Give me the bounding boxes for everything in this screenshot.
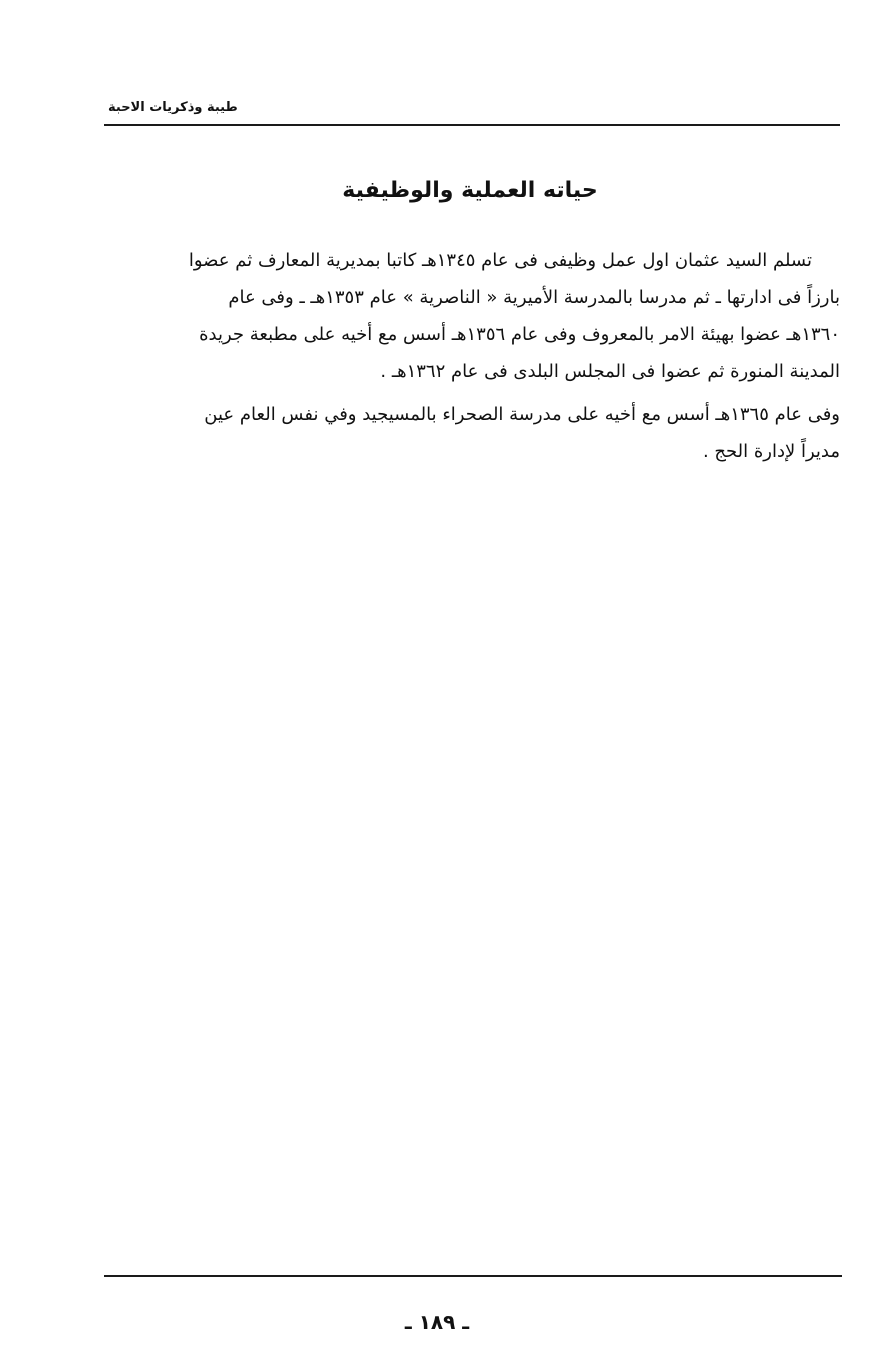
- page-number: ـ ١٨٩ ـ: [404, 1310, 470, 1334]
- running-head: طيبة وذكريات الاحبة: [108, 100, 238, 115]
- section-title: حياته العملية والوظيفية: [342, 178, 598, 203]
- paragraph-2-line-2: مديراً لإدارة الحج .: [702, 441, 840, 462]
- paragraph-1-line-2: بارزاً فى ادارتها ـ ثم مدرسا بالمدرسة الأميرية « الناصرية » عام ١٣٥٣هـ ـ وفى عام: [228, 287, 840, 308]
- paragraph-2-line-1: وفى عام ١٣٦٥هـ أسس مع أخيه على مدرسة الصحراء بالمسيجيد وفي نفس العام عين: [204, 404, 840, 425]
- paragraph-1-line-1: تسلم السيد عثمان اول عمل وظيفى فى عام ١٣٤٥هـ كاتبا بمديرية المعارف ثم عضوا: [188, 250, 812, 271]
- body-text: [96, 242, 840, 476]
- page-header: [104, 98, 840, 126]
- paragraph-1: [96, 242, 840, 390]
- paragraph-1-line-3: ١٣٦٠هـ عضوا بهيئة الامر بالمعروف وفى عام ١٣٥٦هـ أسس مع أخيه على مطبعة جريدة: [199, 324, 840, 345]
- paragraph-2: [96, 396, 840, 470]
- paragraph-1-line-4: المدينة المنورة ثم عضوا فى المجلس البلدى فى عام ١٣٦٢هـ .: [380, 361, 840, 382]
- footer-rule: [104, 1275, 842, 1277]
